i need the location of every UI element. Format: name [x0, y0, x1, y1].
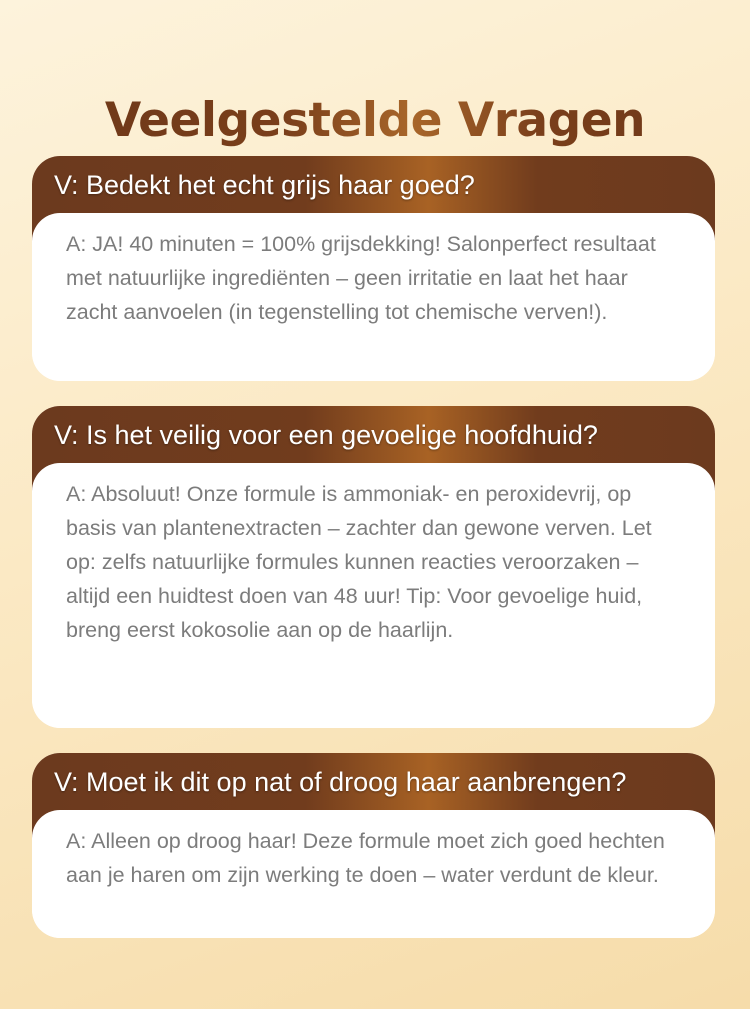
faq-answer: A: JA! 40 minuten = 100% grijsdekking! Salonperfect resultaat met natuurlijke ingrediënten – geen irritatie en laat het haar zacht aanvoelen (in tegenstelling tot chemische verven!).	[66, 232, 656, 324]
faq-card	[32, 753, 715, 938]
faq-answer-box	[32, 463, 715, 728]
faq-answer: A: Absoluut! Onze formule is ammoniak- en peroxidevrij, op basis van plantenextracten – zachter dan gewone verven. Let op: zelfs natuurlijke formules kunnen reacties veroorzaken – altijd een huidtest doen van 48 uur! Tip: Voor gevoelige huid, breng eerst kokosolie aan op de haarlijn.	[66, 482, 652, 642]
faq-card	[32, 406, 715, 728]
faq-question: V: Is het veilig voor een gevoelige hoofdhuid?	[54, 420, 598, 450]
faq-question: V: Bedekt het echt grijs haar goed?	[54, 170, 475, 200]
faq-answer-box	[32, 810, 715, 938]
faq-card	[32, 156, 715, 381]
faq-question: V: Moet ik dit op nat of droog haar aanbrengen?	[54, 767, 627, 797]
page-title: Veelgestelde Vragen	[0, 89, 750, 153]
faq-answer-box	[32, 213, 715, 381]
faq-answer: A: Alleen op droog haar! Deze formule moet zich goed hechten aan je haren om zijn werking te doen – water verdunt de kleur.	[66, 829, 665, 887]
